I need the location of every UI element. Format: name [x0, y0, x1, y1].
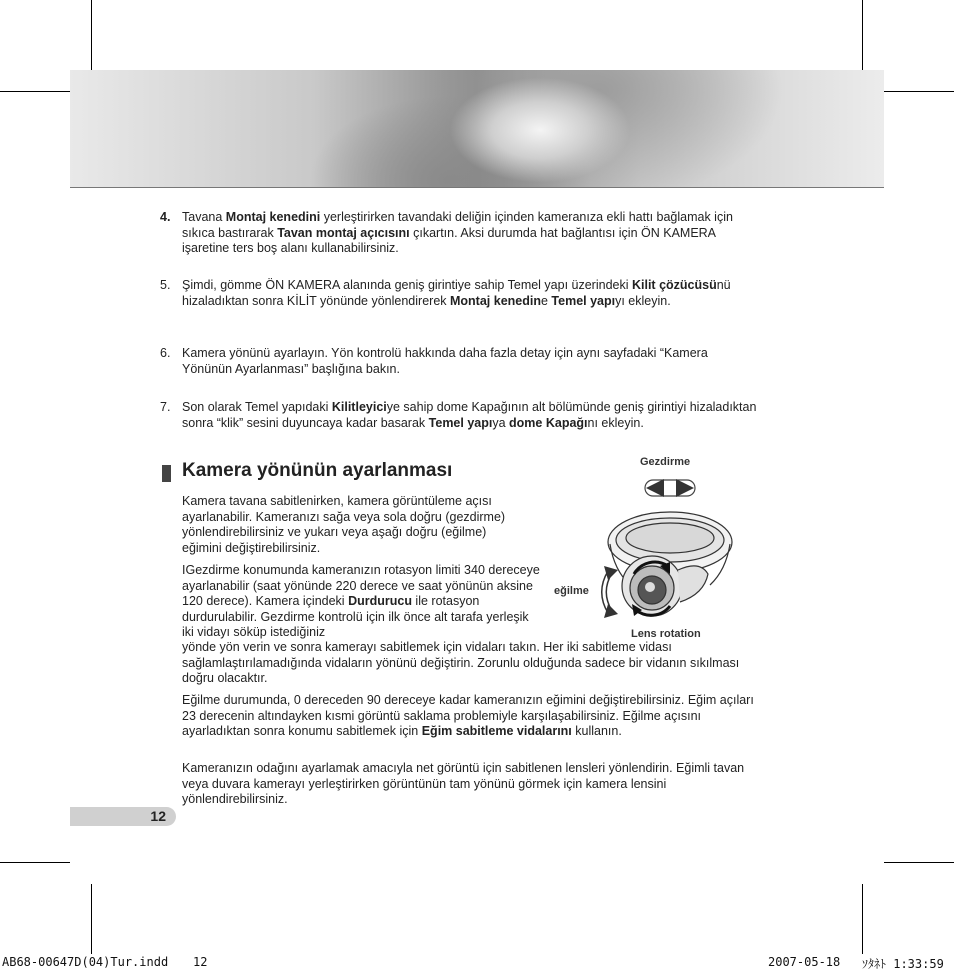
text-run: nü hizaladıktan sonra KİLİT yönünde yönlendirerek [182, 278, 731, 308]
footer-page: 12 [193, 955, 208, 969]
text-run: çıkartın. Aksi durumda hat bağlantısı için ÖN KAMERA işaretine ters boş alanı kullanabilirsiniz. [182, 225, 716, 255]
step-6 [160, 346, 760, 377]
page-number-badge [70, 807, 176, 826]
text-run: ya [492, 415, 510, 430]
bold-term: Temel yapı [428, 415, 493, 430]
text-run: yı ekleyin. [615, 293, 671, 308]
section-title: Kamera yönünün ayarlanması [182, 460, 453, 481]
lens-rotation-label: Lens rotation [631, 628, 701, 640]
paragraph [182, 563, 542, 641]
header-banner-image [70, 70, 884, 188]
step-text [182, 210, 760, 257]
step-text [182, 278, 760, 309]
text-run: Şimdi, gömme ÖN KAMERA alanında geniş girintiye sahip Temel yapı üzerindeki [182, 278, 632, 292]
paragraph [182, 494, 522, 556]
bold-term: Kilitleyici [331, 400, 387, 414]
text-run: Eğilme durumunda, 0 dereceden 90 dereceye kadar kameranızın eğimini değiştirebilirsiniz. Eğim açıları 23 derecenin altındayken kısmi görüntü saklama problemiyle karşılaşabilirsiniz. Eğilme açısını ayarladıktan sonra konumu sabitlemek için [182, 693, 754, 738]
crop-mark [91, 0, 92, 70]
tilt-arrow-icon [604, 566, 618, 618]
footer-filename: AB68-00647D(04)Tur.indd [2, 955, 169, 969]
crop-mark [862, 0, 863, 70]
step-number: 7. [160, 400, 171, 414]
section-bar [162, 465, 171, 482]
crop-mark [0, 91, 70, 92]
paragraph [182, 761, 757, 808]
paragraph [182, 640, 757, 687]
crop-mark [884, 862, 954, 863]
bold-term: dome Kapağı [509, 415, 588, 430]
text-run: IGezdirme konumunda kameranızın rotasyon limiti 340 dereceye ayarlanabilir (saat yönünde 220 derece ve saat yönünün aksine 120 derece). Kamera içindeki [182, 563, 540, 608]
bold-term: Tavan montaj açıcısını [277, 225, 410, 240]
text-run: Tavana [182, 210, 226, 224]
step-5 [160, 278, 760, 309]
footer-date: 2007-05-18 [768, 955, 841, 969]
crop-mark [884, 91, 954, 92]
bold-term: Eğim sabitleme vidalarını [421, 724, 572, 738]
crop-mark [0, 862, 70, 863]
text-run: yönde yön verin ve sonra kamerayı sabitlemek için vidaları takın. Her iki sabitleme vidası sağlamlaştırılamadığında vidaların yönünü değiştirin. Zorunlu olduğunda sadece bir vidanın sıkılması doğru olacaktır. [182, 640, 740, 685]
crop-mark [862, 884, 863, 954]
bold-term: Durdurucu [348, 594, 412, 608]
step-number: 4. [160, 210, 171, 224]
text-run: nı ekleyin. [587, 415, 644, 430]
paragraph [182, 693, 762, 740]
text-run: Son olarak Temel yapıdaki [182, 400, 332, 414]
text-run: ye sahip dome Kapağının alt bölümünde geniş girintiyi hizaladıktan sonra “klik” sesini duyuncaya kadar basarak [182, 400, 757, 430]
pan-arrows-icon [645, 479, 695, 497]
text-run: yerleştirirken tavandaki deliğin içinden kameranıza ekli hattı bağlamak için sıkıca bastırarak [182, 210, 733, 240]
bold-term: Montaj kenedin [450, 293, 541, 308]
bold-term: Kilit çözücüsü [631, 278, 717, 292]
step-7 [160, 400, 760, 431]
camera-illustration [590, 470, 740, 630]
step-4 [160, 210, 760, 257]
tilt-label: eğilme [554, 585, 589, 597]
text-run: Kamera tavana sabitlenirken, kamera görüntüleme açısı ayarlanabilir. Kameranızı sağa veya sola doğru (gezdirme) yönlendirebilirsiniz ve yukarı veya aşağı doğru (eğilme) eğimini değiştirebilirsiniz. [182, 494, 506, 555]
step-number: 5. [160, 278, 171, 292]
pan-label: Gezdirme [640, 456, 691, 468]
text-run: Kameranızın odağını ayarlamak amacıyla net görüntü için sabitlenen lensleri yönlendirin. Eğimli tavan veya duvara kamerayı yerleştirirken görüntünün tam yönünü görmek için kamera lensini yönlendirebilirsiniz. [182, 761, 745, 806]
text-run: e [540, 293, 552, 308]
step-text [182, 346, 760, 377]
bold-term: Montaj kenedini [225, 210, 321, 224]
crop-mark [91, 884, 92, 954]
text-run: Kamera yönünü ayarlayın. Yön kontrolü hakkında daha fazla detay için aynı sayfadaki “Kamera Yönünün Ayarlanması” başlığına bakın. [182, 346, 708, 376]
text-run: ile rotasyon durdurulabilir. Gezdirme kontrolü için ilk önce alt tarafa yerleşik iki vidayı söküp istediğiniz [182, 594, 529, 639]
step-text [182, 400, 760, 431]
bold-term: Temel yapı [551, 293, 616, 308]
page-number: 12 [150, 808, 166, 824]
step-number: 6. [160, 346, 171, 360]
text-run: kullanın. [571, 724, 622, 738]
footer-time: ｿﾀﾈﾄ 1:33:59 [862, 957, 944, 971]
